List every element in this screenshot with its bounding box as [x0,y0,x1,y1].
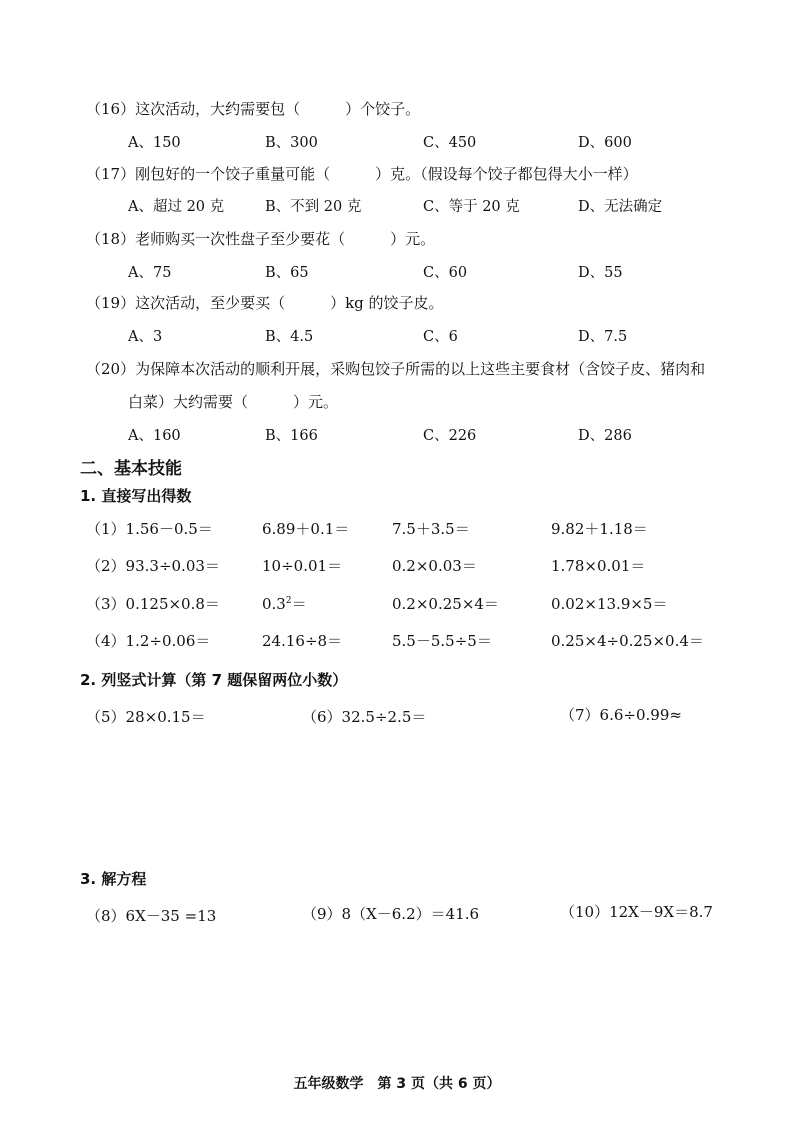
calc-3-b [262,593,307,614]
vertical-calc-6: （6）32.5÷2.5＝ [302,708,427,726]
q19-option-c: C、6 [423,329,458,345]
calc-1-d: 9.82＋1.18＝ [551,520,648,538]
calc-4-a: （4）1.2÷0.06＝ [86,632,211,650]
vertical-calc-7: （7）6.6÷0.99≈ [560,706,682,724]
question-17: （17）刚包好的一个饺子重量可能（ ）克。（假设每个饺子都包得大小一样） [86,165,638,183]
calc-2-b: 10÷0.01＝ [262,557,343,575]
calc-2-a: （2）93.3÷0.03＝ [86,557,220,575]
calc-2-c: 0.2×0.03＝ [392,557,477,575]
equation-8: （8）6X－35 =13 [86,907,217,925]
q18-option-a: A、75 [128,265,172,281]
question-18: （18）老师购买一次性盘子至少要花（ ）元。 [86,230,436,248]
q18-option-b: B、65 [265,265,309,281]
part-3-title: 3. 解方程 [80,870,147,888]
calc-4-c: 5.5－5.5÷5＝ [392,632,492,650]
calc-3-b-equals: ＝ [291,595,307,613]
q17-option-a: A、超过 20 克 [128,199,225,215]
q16-option-b: B、300 [265,135,318,151]
section-2-title: 二、基本技能 [80,459,182,479]
calc-3-c: 0.2×0.25×4＝ [392,595,499,613]
question-16: （16）这次活动，大约需要包（ ）个饺子。 [86,100,421,118]
calc-4-d: 0.25×4÷0.25×0.4＝ [551,632,704,650]
equation-10: （10）12X－9X＝8.7 [560,903,713,921]
question-20-line2: 白菜）大约需要（ ）元。 [128,393,339,411]
q16-option-a: A、150 [128,135,181,151]
q18-option-c: C、60 [423,265,468,281]
calc-3-a: （3）0.125×0.8＝ [86,595,220,613]
q19-option-a: A、3 [128,329,163,345]
calc-1-c: 7.5＋3.5＝ [392,520,470,538]
q20-option-b: B、166 [265,428,318,444]
page-footer: 五年级数学 第 3 页（共 6 页） [293,1076,501,1092]
q20-option-a: A、160 [128,428,181,444]
q16-option-d: D、600 [578,135,632,151]
part-2-title: 2. 列竖式计算（第 7 题保留两位小数） [80,671,348,689]
question-19: （19）这次活动，至少要买（ ）kg 的饺子皮。 [86,294,444,312]
q17-option-b: B、不到 20 克 [265,199,362,215]
calc-1-a: （1）1.56－0.5＝ [86,520,213,538]
q17-option-c: C、等于 20 克 [423,199,520,215]
q20-option-d: D、286 [578,428,632,444]
calc-3-b-exponent: 2 [285,596,292,606]
calc-1-b: 6.89＋0.1＝ [262,520,350,538]
part-1-title: 1. 直接写出得数 [80,487,192,505]
equation-9: （9）8（X－6.2）＝41.6 [302,905,480,923]
q16-option-c: C、450 [423,135,477,151]
vertical-calc-5: （5）28×0.15＝ [86,708,206,726]
q18-option-d: D、55 [578,265,623,281]
q17-option-d: D、无法确定 [578,199,663,215]
calc-3-d: 0.02×13.9×5＝ [551,595,668,613]
question-20-line1: （20）为保障本次活动的顺利开展，采购包饺子所需的以上这些主要食材（含饺子皮、猪肉和 [86,360,706,378]
calc-2-d: 1.78×0.01＝ [551,557,646,575]
q19-option-d: D、7.5 [578,329,628,345]
q20-option-c: C、226 [423,428,477,444]
q19-option-b: B、4.5 [265,329,314,345]
calc-3-b-base: 0.3 [262,595,286,613]
calc-4-b: 24.16÷8＝ [262,632,343,650]
